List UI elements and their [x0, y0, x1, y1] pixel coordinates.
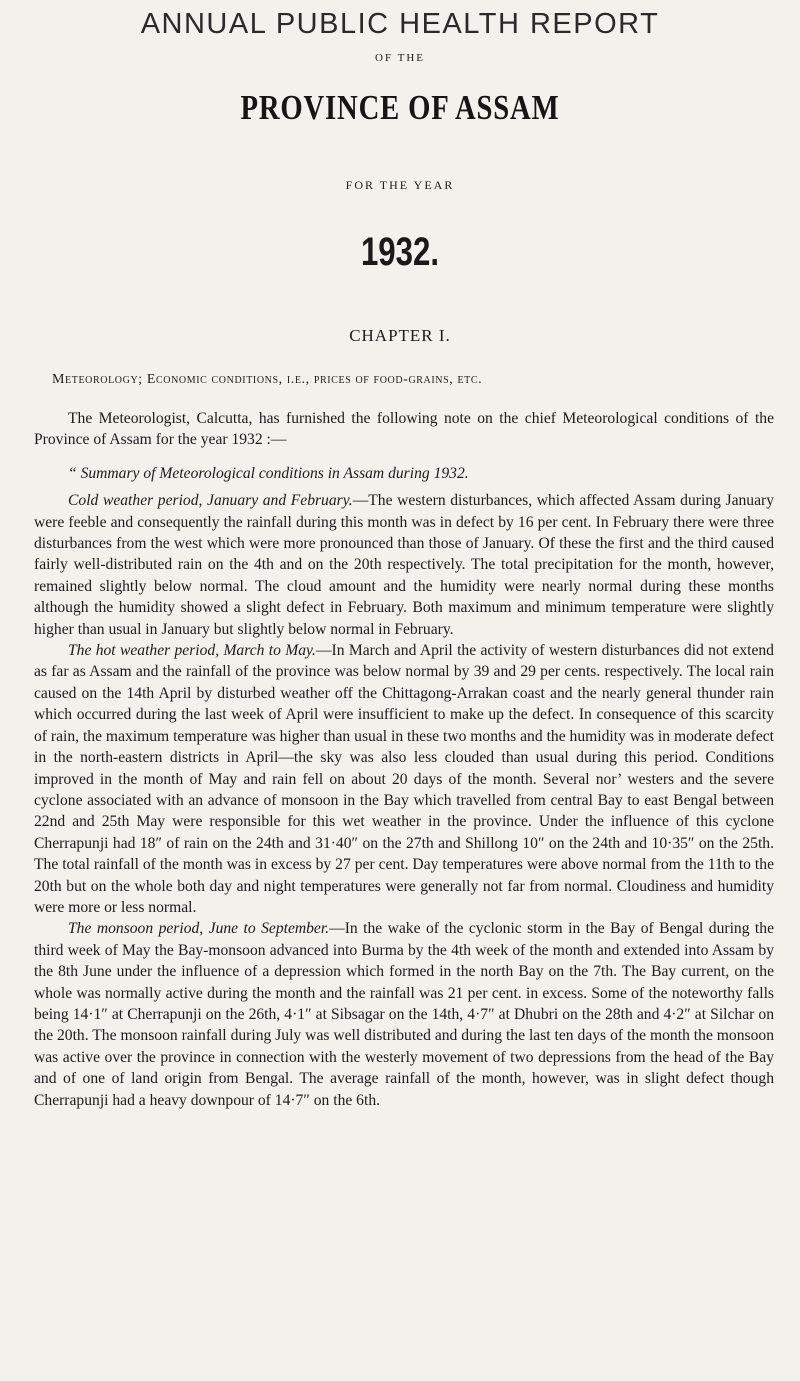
section-heading: The monsoon period, June to September.	[68, 920, 330, 938]
province-title: PROVINCE OF ASSAM	[240, 88, 560, 127]
intro-paragraph: The Meteorologist, Calcutta, has furnished the following note on the chief Meteorological conditions of the Province of Assam for the year 1932 :—	[34, 410, 774, 449]
chapter-subheading: Meteorology; Economic conditions, i.e., prices of food-grains, etc.	[52, 372, 483, 387]
section-monsoon	[34, 918, 774, 1111]
section-hot-weather	[34, 640, 774, 918]
section-heading: Cold weather period, January and February.	[68, 492, 353, 510]
report-body	[34, 408, 774, 1111]
summary-title-text: “ Summary of Meteorological conditions in Assam during 1932.	[68, 464, 469, 482]
section-heading: The hot weather period, March to May.	[68, 642, 316, 660]
report-title: ANNUAL PUBLIC HEALTH REPORT	[140, 8, 660, 40]
section-text: —In the wake of the cyclonic storm in the Bay of Bengal during the third week of May the Bay-monsoon advanced into Burma by the 4th week of the month and extended into Assam by the 8th June under the influence of a depression which formed in the north Bay on the 7th. The Bay current, on the whole was normally active during the month and the rainfall was 21 per cent. in excess. Some of the noteworthy falls being 14·1″ at Cherrapunji on the 26th, 4·1″ at Sibsagar on the 14th, 4·7″ at Dhubri on the 28th and 4·2″ at Silchar on the 20th. The monsoon rainfall during July was well distributed and during the last ten days of the month the monsoon was active over the province in connection with the westerly movement of two depressions from the head of the Bay and of one of land origin from Bengal. The average rainfall of the month, however, was in slight defect though Cherrapunji had a heavy downpour of 14·7″ on the 6th.	[34, 920, 774, 1109]
for-the-year-label: FOR THE YEAR	[345, 178, 455, 192]
summary-title	[34, 463, 774, 484]
section-text: —The western disturbances, which affected Assam during January were feeble and consequently the rainfall during this month was in defect by 16 per cent. In February there were three disturbances from the west which were more pronounced than those of January. Of these the first and the third caused fairly well-distributed rain on the 4th and on the 20th respectively. The total precipitation for the month, however, remained slightly below normal. The cloud amount and the humidity were nearly normal during these months although the humidity showed a slight defect in February. Both maximum and minimum temperature were slightly higher than usual in January but slightly below normal in February.	[34, 492, 774, 638]
section-cold-weather	[34, 490, 774, 640]
of-the-label: OF THE	[375, 52, 425, 64]
chapter-title: CHAPTER I.	[349, 326, 451, 345]
report-year: 1932.	[360, 230, 440, 274]
section-text: —In March and April the activity of western disturbances did not extend as far as Assam and the rainfall of the province was below normal by 39 and 29 per cents. respectively. The local rain caused on the 14th April by disturbed weather off the Chittagong-Arrakan coast and the nearly general thunder rain which occurred during the last week of April were insufficient to make up the defect. In consequence of this scarcity of rain, the maximum temperature was higher than usual in these two months and the humidity was in moderate defect in the north-eastern districts in April—the sky was also less clouded than usual during this period. Conditions improved in the month of May and rain fell on about 20 days of the month. Several nor’ westers and the severe cyclone associated with an advance of monsoon in the Bay which travelled from central Bay to east Bengal between 22nd and 25th May were responsible for this wet weather in the province. Under the influence of this cyclone Cherrapunji had 18″ of rain on the 24th and 31·40″ on the 27th and Shillong 10″ on the 24th and 10·35″ on the 25th. The total rainfall of the month was in excess by 27 per cent. Day temperatures were above normal from the 11th to the 20th but on the whole both day and night temperatures were generally not far from normal. Cloudiness and humidity were more or less normal.	[34, 642, 774, 916]
